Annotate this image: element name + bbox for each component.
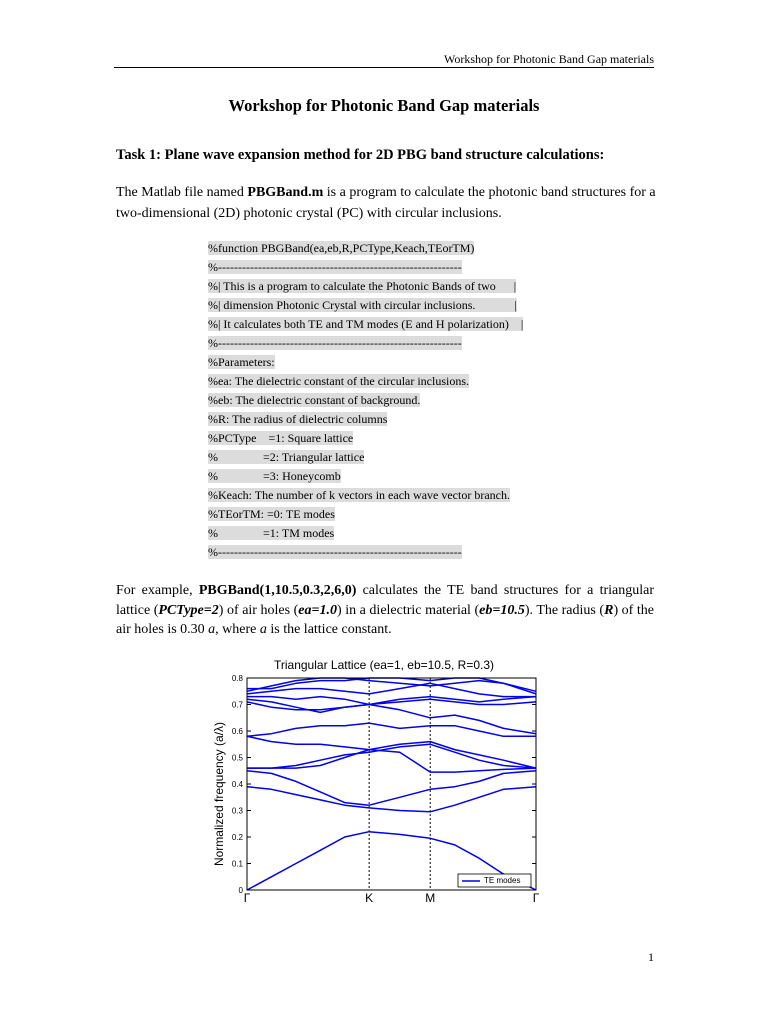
- band-line: [247, 750, 536, 773]
- code-line: [208, 448, 568, 467]
- lattice-symbol: a: [208, 622, 216, 637]
- x-tick-label: Γ: [243, 891, 251, 905]
- example-text: ) in a dielectric material (: [337, 602, 480, 618]
- code-line: [208, 315, 568, 334]
- code-line-text: %| It calculates both TE and TM modes (E and H polarization) |: [208, 317, 524, 331]
- param-ea: ea=1.0: [298, 602, 337, 618]
- code-line-text: %-------------------------------------------------------------: [208, 336, 462, 350]
- code-line: [208, 239, 568, 258]
- code-line-text: %function PBGBand(ea,eb,R,PCType,Keach,TEorTM): [208, 241, 475, 255]
- code-line-text: %Parameters:: [208, 355, 275, 369]
- code-line-text: %TEorTM: =0: TE modes: [208, 507, 335, 521]
- intro-paragraph: [116, 182, 656, 224]
- code-line: [208, 334, 568, 353]
- y-tick-label: 0.6: [231, 727, 243, 736]
- intro-text-1: The Matlab file named: [116, 185, 248, 200]
- code-line: [208, 258, 568, 277]
- code-line-text: %Keach: The number of k vectors in each wave vector branch.: [208, 488, 510, 502]
- example-text: calculates the TE band structures for a triangular lattice (: [116, 583, 654, 618]
- code-line-text: %ea: The dielectric constant of the circular inclusions.: [208, 374, 470, 388]
- example-text: , where: [215, 622, 260, 637]
- chart-title: Triangular Lattice (ea=1, eb=10.5, R=0.3): [273, 658, 495, 672]
- document-title: Workshop for Photonic Band Gap materials: [228, 96, 540, 115]
- band-line: [247, 744, 536, 768]
- y-tick-label: 0.8: [231, 674, 243, 683]
- code-line: [208, 372, 568, 391]
- code-line: [208, 524, 568, 543]
- code-line-text: %| dimension Photonic Crystal with circular inclusions. |: [208, 298, 517, 312]
- x-tick-label: Γ: [532, 891, 540, 905]
- param-r: R: [604, 602, 614, 618]
- code-block: [208, 239, 568, 562]
- param-pctype: PCType=2: [158, 602, 219, 618]
- code-line: [208, 505, 568, 524]
- example-text: ) of the air holes is 0.30: [116, 602, 654, 637]
- code-line: [208, 486, 568, 505]
- code-line: [208, 410, 568, 429]
- code-line-text: %-------------------------------------------------------------: [208, 260, 462, 274]
- code-line-text: %PCType =1: Square lattice: [208, 431, 354, 445]
- example-text: is the lattice constant.: [266, 622, 392, 637]
- y-tick-label: 0.5: [231, 753, 243, 763]
- band-lines: [247, 678, 536, 890]
- example-text: ) of air holes (: [218, 602, 299, 618]
- code-line-text: % =3: Honeycomb: [208, 469, 341, 483]
- legend-label: TE modes: [484, 876, 521, 885]
- running-header: Workshop for Photonic Band Gap materials: [444, 52, 654, 66]
- intro-text-2: is a program to calculate the photonic band structures for a two-dimensional (2D) photonic crystal (PC) with circular inclusions.: [116, 185, 656, 221]
- code-line: [208, 543, 568, 562]
- example-paragraph: [116, 581, 654, 640]
- code-line: [208, 277, 568, 296]
- function-call: PBGBand(1,10.5,0.3,2,6,0): [198, 583, 357, 598]
- task-heading: Task 1: Plane wave expansion method for 2D PBG band structure calculations:: [116, 147, 605, 163]
- y-tick-label: 0: [238, 886, 243, 895]
- band-structure-chart: [200, 652, 560, 912]
- x-tick-label: K: [365, 891, 374, 905]
- file-name: PBGBand.m: [247, 185, 324, 200]
- code-line-text: % =2: Triangular lattice: [208, 450, 365, 464]
- lattice-symbol: a: [259, 622, 267, 637]
- code-line: [208, 467, 568, 486]
- header-rule: [114, 67, 654, 68]
- code-line-text: %R: The radius of dielectric columns: [208, 412, 388, 426]
- param-eb: eb=10.5: [479, 602, 525, 618]
- code-line: [208, 296, 568, 315]
- band-line: [247, 683, 536, 696]
- band-structure-figure: [200, 652, 560, 912]
- x-tick-label: M: [425, 891, 436, 905]
- code-line-text: %| This is a program to calculate the Photonic Bands of two |: [208, 279, 517, 293]
- code-line-text: %-------------------------------------------------------------: [208, 545, 462, 559]
- legend: [458, 874, 531, 887]
- example-text: ). The radius (: [524, 602, 605, 618]
- code-line: [208, 391, 568, 410]
- y-tick-label: 0.2: [231, 833, 243, 842]
- code-line: [208, 429, 568, 448]
- page-number: 1: [648, 950, 654, 964]
- example-text: For example,: [116, 583, 199, 598]
- y-tick-label: 0.1: [231, 859, 243, 869]
- band-line: [247, 771, 536, 805]
- y-tick-label: 0.4: [231, 780, 243, 789]
- y-axis-label: Normalized frequency (a/λ): [212, 721, 226, 867]
- code-line-text: %eb: The dielectric constant of background.: [208, 393, 421, 407]
- y-tick-label: 0.3: [231, 806, 243, 816]
- code-line-text: % =1: TM modes: [208, 526, 335, 540]
- y-tick-label: 0.7: [231, 700, 243, 710]
- code-line: [208, 353, 568, 372]
